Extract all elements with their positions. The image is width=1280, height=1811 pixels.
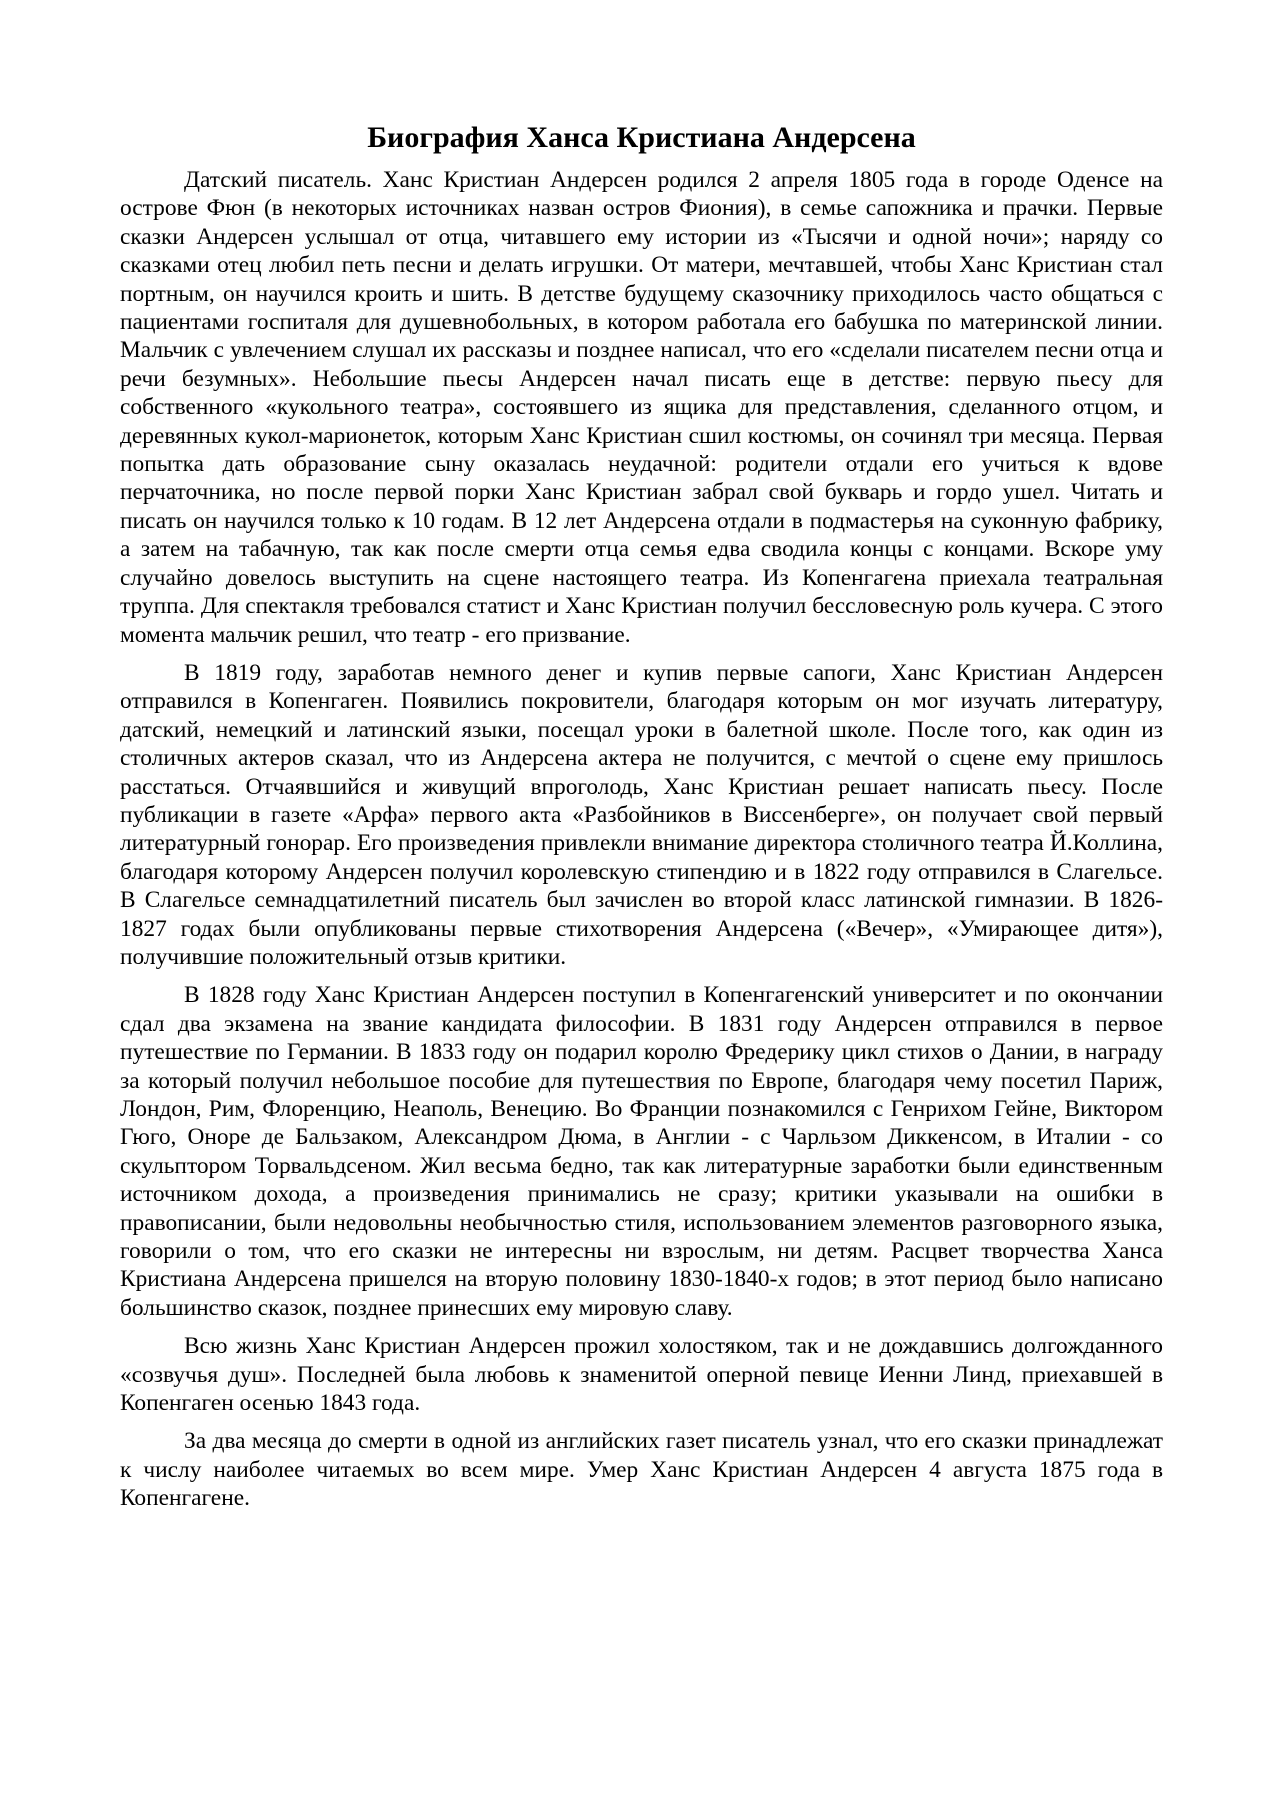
paragraph-3: В 1828 году Ханс Кристиан Андерсен поступил в Копенгагенский университет и по окончании сдал два экзамена на звание кандидата философии. В 1831 году Андерсен отправился в первое путешествие по Германии. В 1833 году он подарил королю Фредерику цикл стихов о Дании, в награду за который получил небольшое пособие для путешествия по Европе, благодаря чему посетил Париж, Лондон, Рим, Флоренцию, Неаполь, Венецию. Во Франции познакомился с Генрихом Гейне, Виктором Гюго, Оноре де Бальзаком, Александром Дюма, в Англии - с Чарльзом Диккенсом, в Италии - со скульптором Торвальдсеном. Жил весьма бедно, так как литературные заработки были единственным источником дохода, а произведения принимались не сразу; критики указывали на ошибки в правописании, были недовольны необычностью стиля, использованием элементов разговорного языка, говорили о том, что его сказки не интересны ни взрослым, ни детям. Расцвет творчества Ханса Кристиана Андерсена пришелся на вторую половину 1830-1840-х годов; в этот период было написано большинство сказок, позднее принесших ему мировую славу. <box>120 982 1163 1321</box>
document-title: Биография Ханса Кристиана Андерсена <box>367 121 916 154</box>
paragraph-1: Датский писатель. Ханс Кристиан Андерсен родился 2 апреля 1805 года в городе Оденсе на острове Фюн (в некоторых источниках назван остров Фиония), в семье сапожника и прачки. Первые сказки Андерсен услышал от отца, читавшего ему истории из «Тысячи и одной ночи»; наряду со сказками отец любил петь песни и делать игрушки. От матери, мечтавшей, чтобы Ханс Кристиан стал портным, он научился кроить и шить. В детстве будущему сказочнику приходилось часто общаться с пациентами госпиталя для душевнобольных, в котором работала его бабушка по материнской линии. Мальчик с увлечением слушал их рассказы и позднее написал, что его «сделали писателем песни отца и речи безумных». Небольшие пьесы Андерсен начал писать еще в детстве: первую пьесу для собственного «кукольного театра», состоявшего из ящика для представления, сделанного отцом, и деревянных кукол-марионеток, которым Ханс Кристиан сшил костюмы, он сочинял три месяца. Первая попытка дать образование сыну оказалась неудачной: родители отдали его учиться к вдове перчаточника, но после первой порки Ханс Кристиан забрал свой букварь и гордо ушел. Читать и писать он научился только к 10 годам. В 12 лет Андерсена отдали в подмастерья на суконную фабрику, а затем на табачную, так как после смерти отца семья едва сводила концы с концами. Вскоре уму случайно довелось выступить на сцене настоящего театра. Из Копенгагена приехала театральная труппа. Для спектакля требовался статист и Ханс Кристиан получил бессловесную роль кучера. С этого момента мальчик решил, что театр - его призвание. <box>120 167 1163 648</box>
document-page <box>120 118 1163 1523</box>
paragraph-4: Всю жизнь Ханс Кристиан Андерсен прожил холостяком, так и не дождавшись долгожданного «созвучья душ». Последней была любовь к знаменитой оперной певице Иенни Линд, приехавшей в Копенгаген осенью 1843 года. <box>120 1333 1163 1417</box>
paragraph-2: В 1819 году, заработав немного денег и купив первые сапоги, Ханс Кристиан Андерсен отправился в Копенгаген. Появились покровители, благодаря которым он мог изучать литературу, датский, немецкий и латинский языки, посещал уроки в балетной школе. После того, как один из столичных актеров сказал, что из Андерсена актера не получится, с мечтой о сцене ему пришлось расстаться. Отчаявшийся и живущий впроголодь, Ханс Кристиан решает написать пьесу. После публикации в газете «Арфа» первого акта «Разбойников в Виссенберге», он получает свой первый литературный гонорар. Его произведения привлекли внимание директора столичного театра Й.Коллина, благодаря которому Андерсен получил королевскую стипендию и в 1822 году отправился в Слагельсе. В Слагельсе семнадцатилетний писатель был зачислен во второй класс латинской гимназии. В 1826-1827 годах были опубликованы первые стихотворения Андерсена («Вечер», «Умирающее дитя»), получившие положительный отзыв критики. <box>120 659 1163 970</box>
paragraph-5: За два месяца до смерти в одной из английских газет писатель узнал, что его сказки принадлежат к числу наиболее читаемых во всем мире. Умер Ханс Кристиан Андерсен 4 августа 1875 года в Копенгагене. <box>120 1428 1163 1512</box>
